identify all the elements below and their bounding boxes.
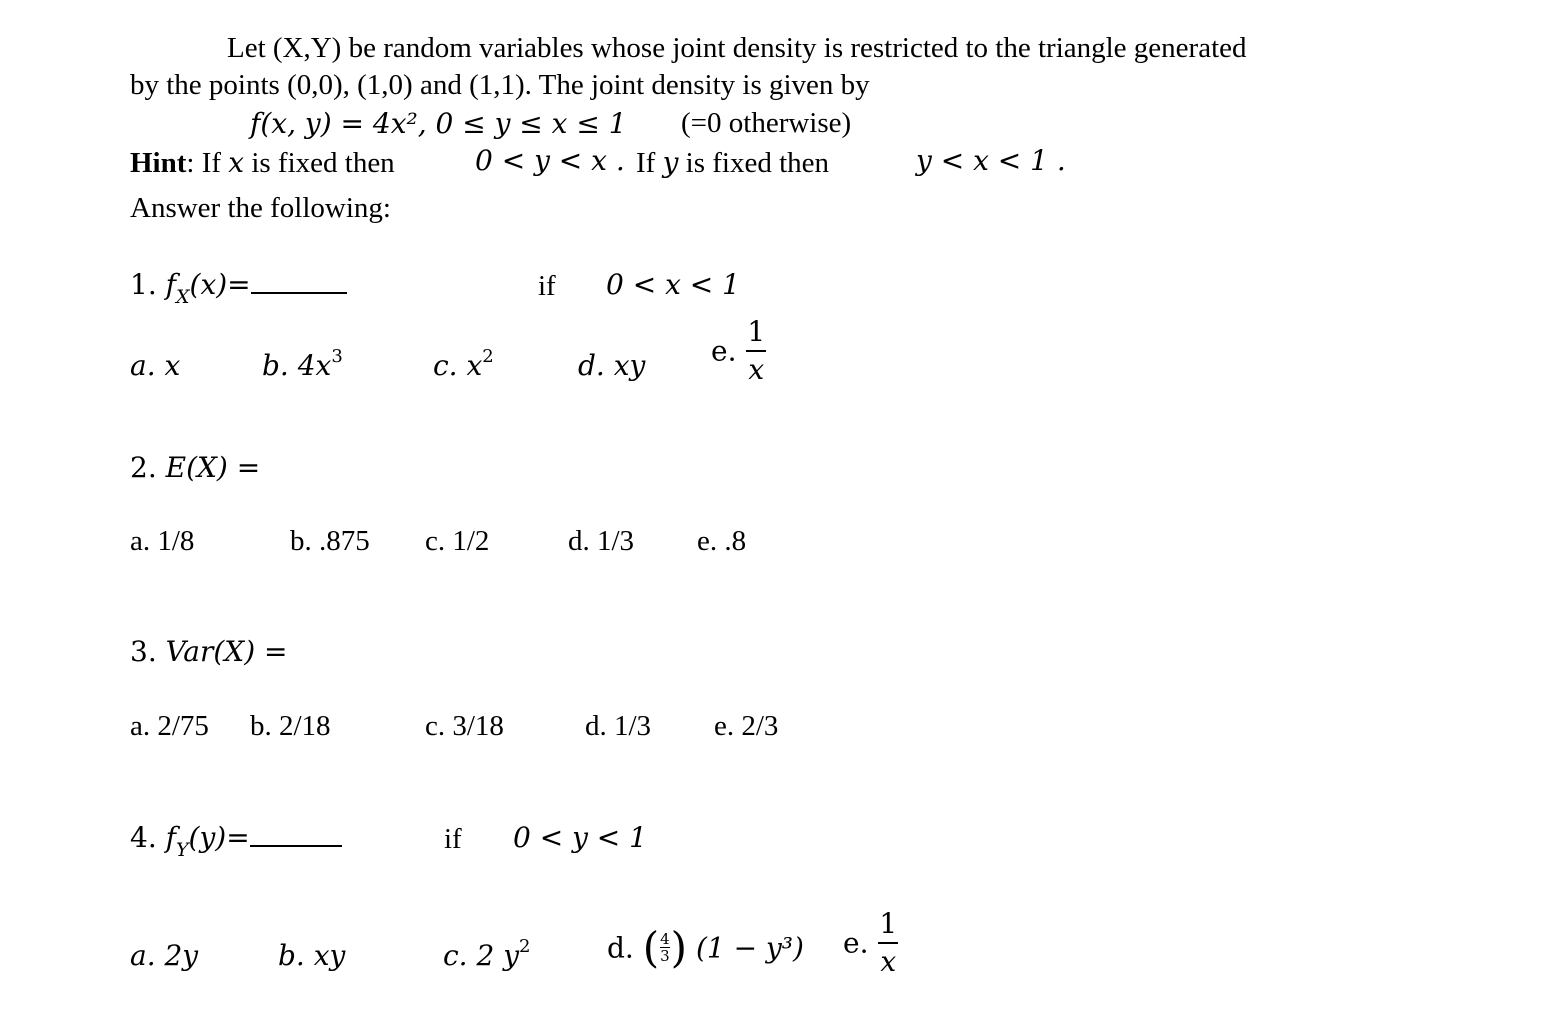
q2-option-b[interactable]: b. .875 (290, 525, 370, 557)
q4-condition-if: if (444, 823, 462, 855)
q2-option-e[interactable]: e. .8 (697, 525, 747, 557)
q1-condition-range: 0 < x < 1 (606, 268, 740, 301)
q4-option-b[interactable]: b. xy (278, 939, 346, 972)
hint-text-2: is fixed then (251, 147, 395, 179)
q2-option-d[interactable]: d. 1/3 (568, 525, 635, 557)
q1-option-c-text: c. x (433, 349, 483, 382)
q4-option-a[interactable]: a. 2y (130, 939, 199, 972)
q2-number: 2. (130, 451, 157, 484)
q4-number: 4. (130, 821, 157, 854)
hint-text-3-line (636, 146, 829, 180)
answer-prompt: Answer the following: (130, 192, 391, 224)
question-2 (130, 451, 260, 484)
q4-option-c[interactable] (443, 936, 531, 972)
q1-arg: (x) (189, 268, 228, 301)
q1-number: 1. (130, 268, 157, 301)
q1-option-e-denominator: x (746, 350, 766, 384)
q1-answer-blank (251, 292, 347, 294)
q3-option-b[interactable]: b. 2/18 (250, 710, 331, 742)
q4-option-d-denominator: 3 (660, 947, 670, 965)
q4-option-d-label: d. (607, 931, 634, 965)
q4-option-c-sup: 2 (519, 936, 531, 957)
q4-option-e-denominator: x (878, 942, 898, 976)
question-1 (130, 268, 347, 308)
question-3 (130, 635, 288, 668)
hint-range-1: 0 < y < x . (475, 144, 625, 177)
q2-option-a[interactable]: a. 1/8 (130, 525, 195, 557)
q2-option-c[interactable]: c. 1/2 (425, 525, 490, 557)
intro-line-2: by the points (0,0), (1,0) and (1,1). The joint density is given by (130, 69, 870, 101)
q1-option-b-sup: 3 (331, 346, 343, 367)
q3-option-a[interactable]: a. 2/75 (130, 710, 209, 742)
q1-option-c[interactable] (433, 346, 494, 382)
q1-option-e-label: e. (711, 334, 737, 368)
q4-option-e[interactable] (843, 907, 899, 978)
hint-range-2: y < x < 1 . (916, 144, 1066, 177)
q4-option-e-label: e. (843, 926, 869, 960)
q3-option-d[interactable]: d. 1/3 (585, 710, 652, 742)
hint-label: Hint (130, 147, 187, 179)
q1-option-e-numerator: 1 (747, 315, 766, 348)
q1-subscript: X (176, 286, 190, 308)
q4-option-d-fraction: ( $\frac{4}{3}$ ) (642, 923, 688, 972)
q4-arg: (y) (188, 821, 227, 854)
q4-label: f (165, 821, 176, 854)
q4-equals: = (226, 821, 250, 854)
q3-option-e[interactable]: e. 2/3 (714, 710, 779, 742)
hint-text-3: If (636, 147, 656, 179)
hint-line (130, 146, 395, 180)
q1-option-d[interactable]: d. xy (578, 349, 646, 382)
q1-option-e-fraction (745, 315, 767, 386)
q4-option-d-numerator: 4 (660, 930, 670, 948)
hint-text-4: is fixed then (685, 147, 830, 179)
density-otherwise: (=0 otherwise) (681, 107, 852, 139)
q1-option-e[interactable] (711, 315, 767, 386)
q1-equals: = (227, 268, 251, 301)
q4-option-d[interactable] (607, 923, 804, 972)
q1-option-b-text: b. 4x (262, 349, 332, 382)
q1-option-a[interactable]: a. x (130, 349, 181, 382)
question-4 (130, 821, 342, 861)
density-formula: f(x, y) = 4x², 0 ≤ y ≤ x ≤ 1 (250, 107, 627, 140)
q4-option-e-numerator: 1 (879, 907, 898, 940)
q4-option-c-text: c. 2 y (443, 939, 520, 972)
q1-label: f (165, 268, 176, 301)
q4-answer-blank (250, 845, 342, 847)
q4-condition-range: 0 < y < 1 (513, 821, 647, 854)
intro-line-1: Let (X,Y) be random variables whose joint density is restricted to the triangle generated (227, 32, 1247, 64)
hint-text-1: : If (186, 147, 222, 179)
q1-condition-if: if (538, 270, 556, 302)
hint-var-x: x (228, 146, 245, 179)
hint-var-y: y (662, 146, 679, 179)
q3-number: 3. (130, 635, 157, 668)
q4-option-e-fraction (877, 907, 899, 978)
q4-subscript: Y (176, 839, 189, 861)
q3-expr: Var(X) = (165, 635, 288, 668)
q3-option-c[interactable]: c. 3/18 (425, 710, 504, 742)
q2-expr: E(X) = (165, 451, 261, 484)
q1-option-c-sup: 2 (482, 346, 494, 367)
q1-option-b[interactable] (262, 346, 343, 382)
q4-option-d-rest: (1 − y³) (695, 931, 804, 965)
